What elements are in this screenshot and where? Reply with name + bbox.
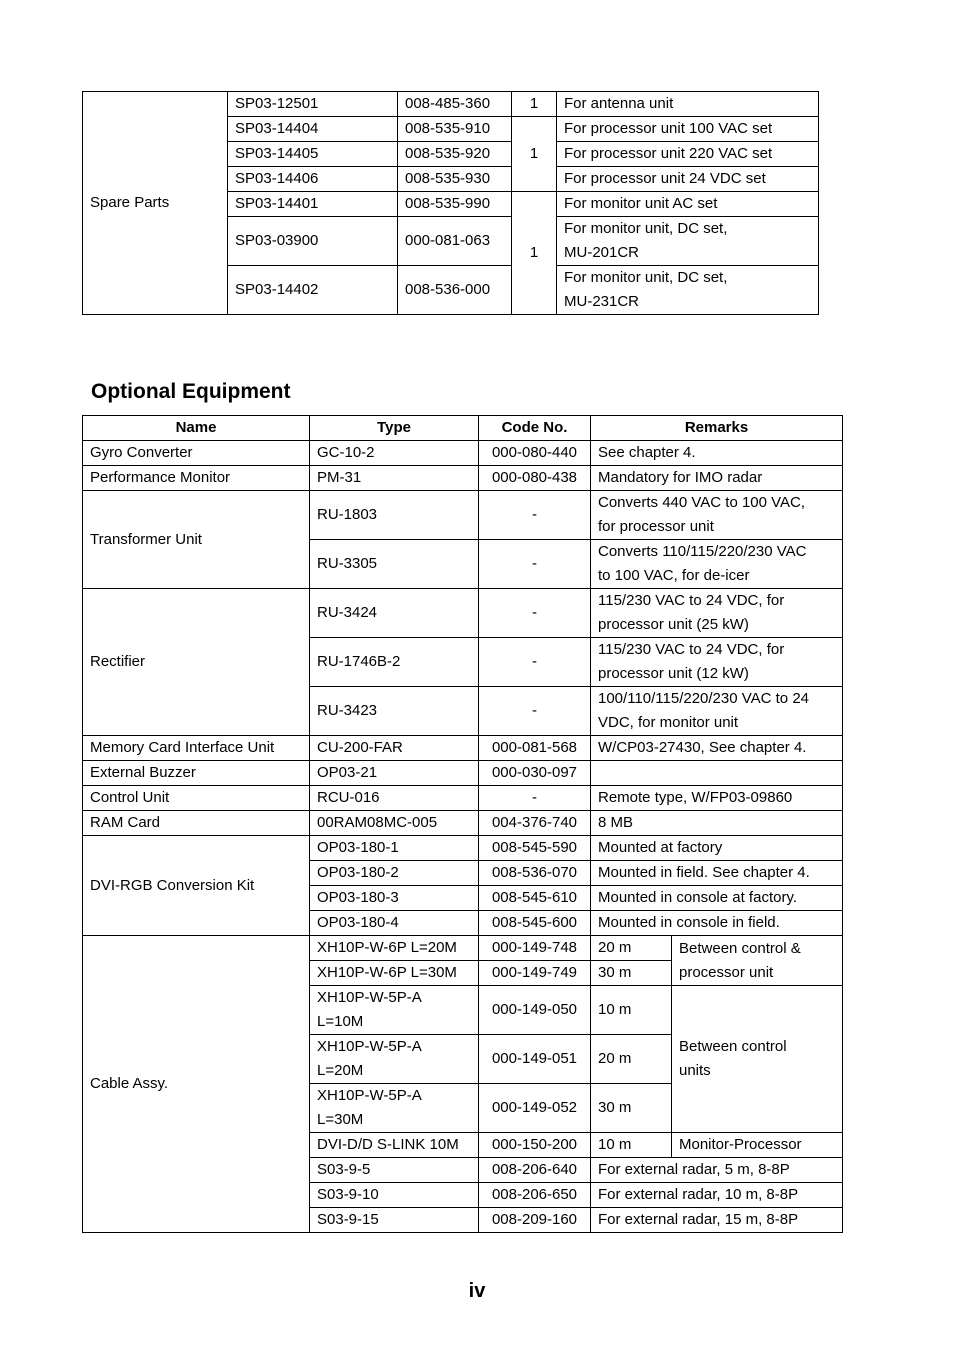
cable-note: Monitor-Processor [672,1133,843,1158]
spare-remarks: For antenna unit [557,92,819,117]
table-row [83,836,843,861]
remarks-line: Converts 440 VAC to 100 VAC, [598,494,806,511]
table-row [83,936,843,961]
item-code: - [479,687,591,736]
spare-type: SP03-14404 [228,117,398,142]
item-code: 000-081-568 [479,736,591,761]
table-row [83,491,843,540]
item-name: Gyro Converter [83,441,310,466]
item-remarks [591,491,843,540]
spare-qty: 1 [512,92,557,117]
item-code: 008-209-160 [479,1208,591,1233]
item-code: 000-149-748 [479,936,591,961]
item-code: 000-080-438 [479,466,591,491]
item-remarks: Mandatory for IMO radar [591,466,843,491]
optional-equipment-table [82,415,843,1233]
item-name: Transformer Unit [83,491,310,589]
item-type [310,1084,479,1133]
column-header-type: Type [310,416,479,441]
spare-type: SP03-03900 [228,217,398,266]
item-name: Control Unit [83,786,310,811]
item-type: CU-200-FAR [310,736,479,761]
item-code: 000-149-050 [479,986,591,1035]
remarks-line: processor unit (12 kW) [598,665,749,682]
type-line: L=20M [317,1062,364,1079]
item-remarks: W/CP03-27430, See chapter 4. [591,736,843,761]
item-code: 008-545-590 [479,836,591,861]
item-code: - [479,589,591,638]
item-remarks [591,638,843,687]
item-name: DVI-RGB Conversion Kit [83,836,310,936]
item-code: 008-536-070 [479,861,591,886]
item-type: 00RAM08MC-005 [310,811,479,836]
remarks-line: processor unit (25 kW) [598,616,749,633]
remarks-line: 100/110/115/220/230 VAC to 24 [598,690,810,707]
spare-code: 008-535-990 [398,192,512,217]
item-code: 000-150-200 [479,1133,591,1158]
note-line: Between control [679,1038,787,1055]
cable-length: 10 m [591,986,672,1035]
type-line: XH10P-W-5P-A [317,1038,422,1055]
item-type: RU-1746B-2 [310,638,479,687]
remarks-line: For monitor unit, DC set, [564,269,728,286]
item-type: S03-9-5 [310,1158,479,1183]
item-remarks: Mounted in field. See chapter 4. [591,861,843,886]
header-row [83,416,843,441]
item-remarks: See chapter 4. [591,441,843,466]
spare-remarks: For monitor unit AC set [557,192,819,217]
item-type: PM-31 [310,466,479,491]
item-type: OP03-180-4 [310,911,479,936]
item-remarks: For external radar, 10 m, 8-8P [591,1183,843,1208]
item-type: OP03-21 [310,761,479,786]
remarks-line: MU-201CR [564,244,640,261]
spare-type: SP03-12501 [228,92,398,117]
item-type: RU-3423 [310,687,479,736]
item-remarks: Remote type, W/FP03-09860 [591,786,843,811]
spare-remarks [557,217,819,266]
item-code: - [479,638,591,687]
item-name: RAM Card [83,811,310,836]
type-line: XH10P-W-5P-A [317,989,422,1006]
type-line: L=30M [317,1111,364,1128]
item-type: RU-3305 [310,540,479,589]
item-name: Cable Assy. [83,936,310,1233]
spare-type: SP03-14401 [228,192,398,217]
type-line: XH10P-W-5P-A [317,1087,422,1104]
spare-remarks [557,266,819,315]
spare-remarks: For processor unit 220 VAC set [557,142,819,167]
cable-note [672,936,843,986]
item-remarks [591,589,843,638]
page-number: iv [468,1280,486,1302]
item-code: 008-545-610 [479,886,591,911]
table-row [83,466,843,491]
cable-length: 10 m [591,1133,672,1158]
item-type: S03-9-15 [310,1208,479,1233]
item-name: Memory Card Interface Unit [83,736,310,761]
item-type: RCU-016 [310,786,479,811]
item-code: 000-149-051 [479,1035,591,1084]
cable-note [672,986,843,1133]
item-type: OP03-180-3 [310,886,479,911]
spare-code: 008-485-360 [398,92,512,117]
table-row [83,811,843,836]
remarks-line: Converts 110/115/220/230 VAC [598,543,807,560]
item-remarks: For external radar, 5 m, 8-8P [591,1158,843,1183]
note-line: processor unit [679,963,774,981]
item-remarks: Mounted in console at factory. [591,886,843,911]
cable-length: 30 m [591,1084,672,1133]
section-title: Optional Equipment [91,380,291,403]
note-line: units [679,1062,711,1079]
item-code: 004-376-740 [479,811,591,836]
item-remarks [591,540,843,589]
table-row [83,92,819,117]
table-row [83,736,843,761]
spare-qty: 1 [512,117,557,192]
remarks-line: For monitor unit, DC set, [564,220,728,237]
item-type: OP03-180-1 [310,836,479,861]
item-remarks: Mounted in console in field. [591,911,843,936]
cable-length: 30 m [591,961,672,986]
remarks-line: to 100 VAC, for de-icer [598,567,750,584]
item-code: 008-206-640 [479,1158,591,1183]
item-type: DVI-D/D S-LINK 10M [310,1133,479,1158]
item-type: GC-10-2 [310,441,479,466]
spare-type: SP03-14405 [228,142,398,167]
table-row [83,786,843,811]
column-header-remarks: Remarks [591,416,843,441]
spare-code: 008-535-930 [398,167,512,192]
spare-code: 008-535-910 [398,117,512,142]
spare-type: SP03-14406 [228,167,398,192]
cable-length: 20 m [591,936,672,961]
type-line: L=10M [317,1013,364,1030]
item-remarks: 8 MB [591,811,843,836]
spare-parts-label: Spare Parts [83,92,228,315]
item-type: OP03-180-2 [310,861,479,886]
item-type: XH10P-W-6P L=20M [310,936,479,961]
item-code: 000-149-749 [479,961,591,986]
item-remarks: For external radar, 15 m, 8-8P [591,1208,843,1233]
column-header-code: Code No. [479,416,591,441]
remarks-line: MU-231CR [564,293,640,310]
remarks-line: for processor unit [598,518,714,535]
item-type: RU-1803 [310,491,479,540]
spare-remarks: For processor unit 24 VDC set [557,167,819,192]
table-row [83,761,843,786]
item-code: 008-545-600 [479,911,591,936]
item-name: External Buzzer [83,761,310,786]
item-type: XH10P-W-6P L=30M [310,961,479,986]
spare-code: 008-536-000 [398,266,512,315]
remarks-line: 115/230 VAC to 24 VDC, for [598,592,785,609]
note-line: Between control & [679,939,801,957]
table-row [83,441,843,466]
item-code: - [479,786,591,811]
item-code: - [479,540,591,589]
item-remarks: Mounted at factory [591,836,843,861]
cable-length: 20 m [591,1035,672,1084]
item-name: Performance Monitor [83,466,310,491]
spare-type: SP03-14402 [228,266,398,315]
remarks-line: 115/230 VAC to 24 VDC, for [598,641,785,658]
item-type: S03-9-10 [310,1183,479,1208]
item-type [310,1035,479,1084]
spare-qty: 1 [512,192,557,315]
item-remarks [591,687,843,736]
column-header-name: Name [83,416,310,441]
item-code: - [479,491,591,540]
spare-code: 000-081-063 [398,217,512,266]
spare-code: 008-535-920 [398,142,512,167]
remarks-line: VDC, for monitor unit [598,714,739,731]
table-row [83,589,843,638]
item-code: 008-206-650 [479,1183,591,1208]
spare-parts-table [82,91,819,315]
item-code: 000-149-052 [479,1084,591,1133]
item-name: Rectifier [83,589,310,736]
spare-remarks: For processor unit 100 VAC set [557,117,819,142]
item-code: 000-030-097 [479,761,591,786]
item-type [310,986,479,1035]
item-code: 000-080-440 [479,441,591,466]
item-type: RU-3424 [310,589,479,638]
item-remarks [591,761,843,786]
